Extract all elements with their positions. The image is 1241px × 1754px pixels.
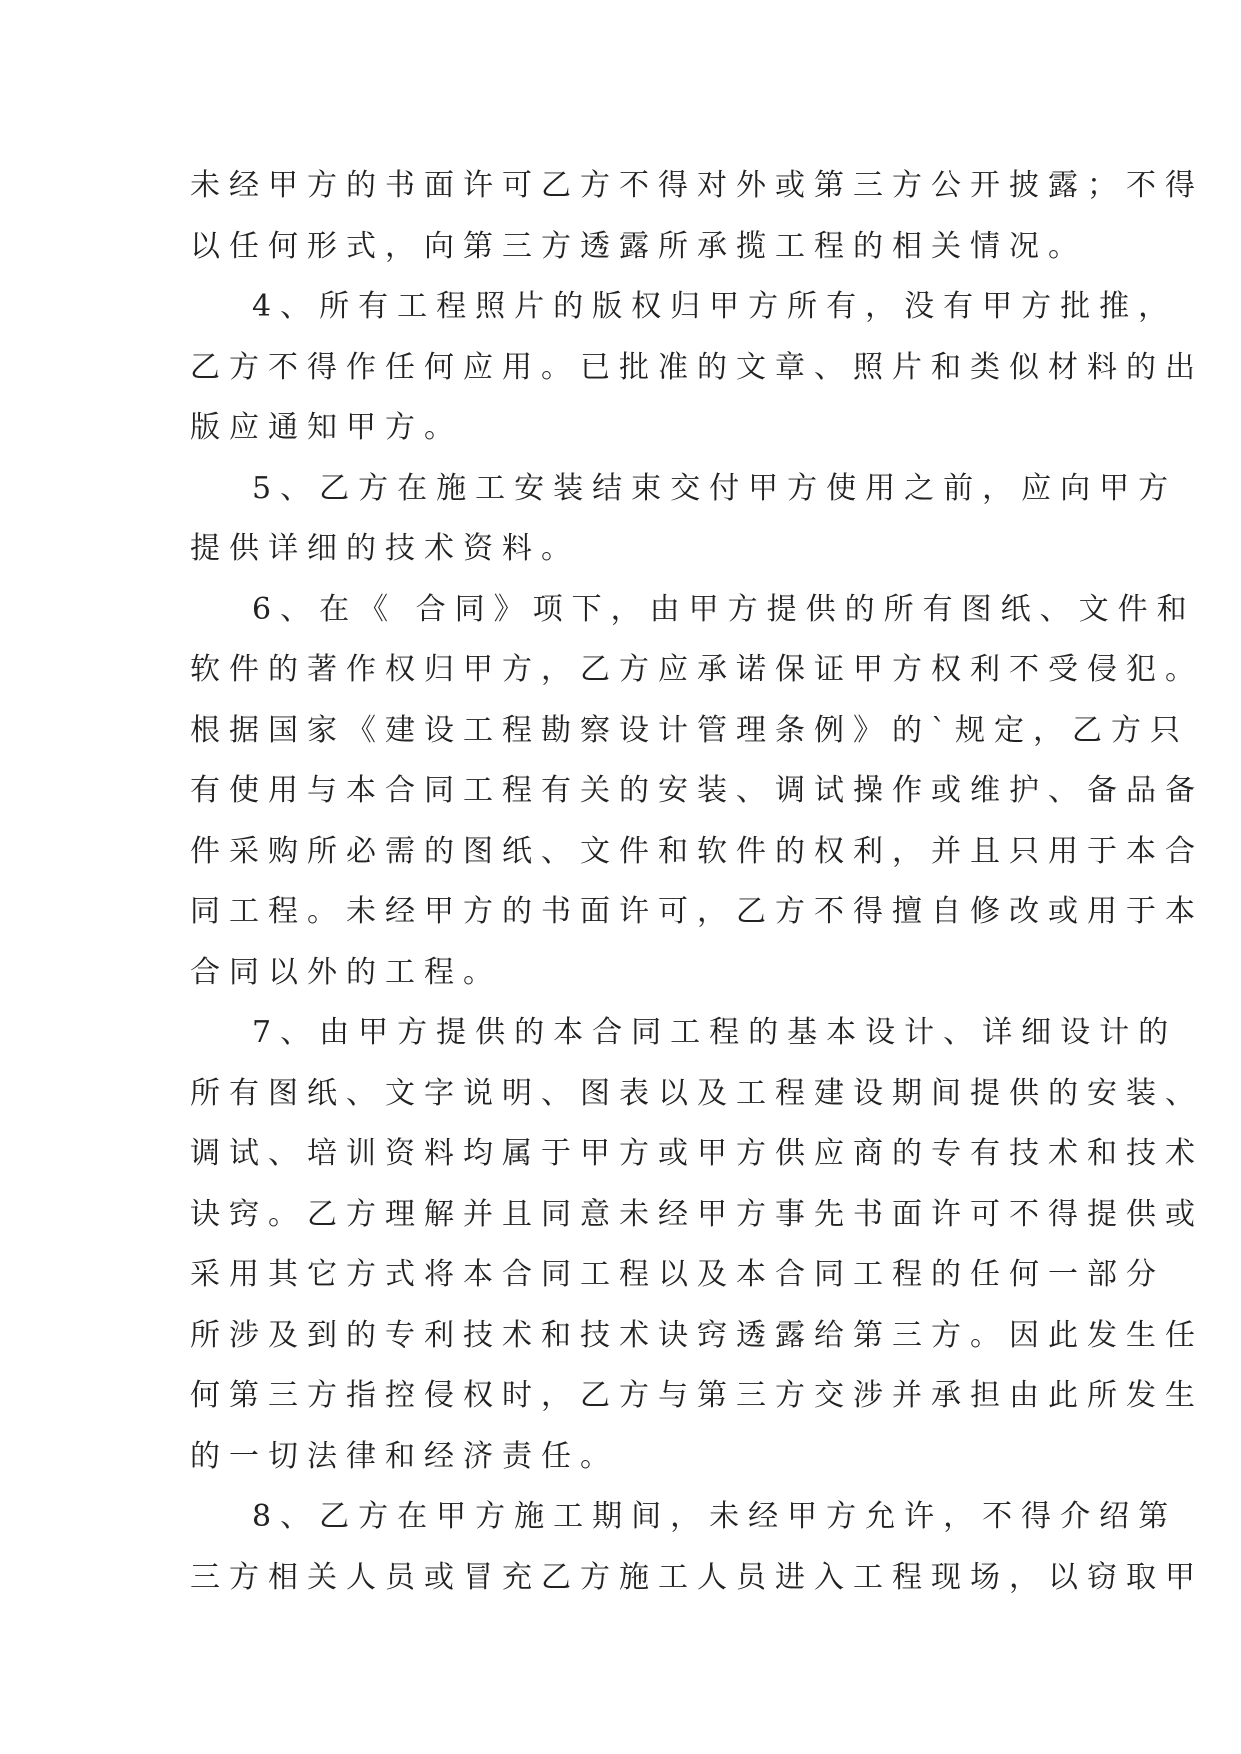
text-line: 提供详细的技术资料。 [190, 531, 580, 566]
text-line: 的一切法律和经济责任。 [190, 1438, 619, 1474]
text-line: 同工程。未经甲方的书面许可，乙方不得擅自修改或用于本 [190, 894, 1204, 929]
clause-8-first-line: 8、乙方在甲方施工期间，未经甲方允许，不得介绍第 [252, 1499, 1178, 1534]
text-line: 乙方不得作任何应用。已批准的文章、照片和类似材料的出 [190, 349, 1204, 385]
text-line: 未经甲方的书面许可乙方不得对外或第三方公开披露；不得 [190, 168, 1204, 203]
text-line: 采用其它方式将本合同工程以及本合同工程的任何一部分 [190, 1257, 1165, 1292]
clause-7-first-line: 7、由甲方提供的本合同工程的基本设计、详细设计的 [252, 1015, 1178, 1050]
text-line: 合同以外的工程。 [190, 954, 502, 990]
text-line: 三方相关人员或冒充乙方施工人员进入工程现场，以窃取甲 [190, 1559, 1204, 1595]
contract-text-body [190, 156, 1204, 1608]
clause-6-first-line: 6、在《 合同》项下，由甲方提供的所有图纸、文件和 [252, 591, 1196, 627]
clause-5-first-line: 5、乙方在施工安装结束交付甲方使用之前，应向甲方 [252, 470, 1178, 506]
text-line: 版应通知甲方。 [190, 410, 463, 445]
text-line: 所涉及到的专利技术和技术诀窍透露给第三方。因此发生任 [190, 1317, 1204, 1353]
text-line: 软件的著作权归甲方，乙方应承诺保证甲方权利不受侵犯。 [190, 652, 1204, 687]
text-line: 根据国家《建设工程勘察设计管理条例》的`规定，乙方只 [190, 712, 1189, 748]
clause-4-first-line: 4、所有工程照片的版权归甲方所有，没有甲方批推， [252, 289, 1178, 324]
text-line: 所有图纸、文字说明、图表以及工程建设期间提供的安装、 [190, 1075, 1204, 1111]
text-line: 件采购所必需的图纸、文件和软件的权利，并且只用于本合 [190, 833, 1204, 869]
text-line: 诀窍。乙方理解并且同意未经甲方事先书面许可不得提供或 [190, 1196, 1204, 1232]
text-line: 有使用与本合同工程有关的安装、调试操作或维护、备品备 [190, 773, 1204, 808]
text-line: 以任何形式，向第三方透露所承揽工程的相关情况。 [190, 228, 1087, 264]
text-line: 何第三方指控侵权时，乙方与第三方交涉并承担由此所发生 [190, 1378, 1204, 1413]
text-line: 调试、培训资料均属于甲方或甲方供应商的专有技术和技术 [190, 1136, 1204, 1171]
